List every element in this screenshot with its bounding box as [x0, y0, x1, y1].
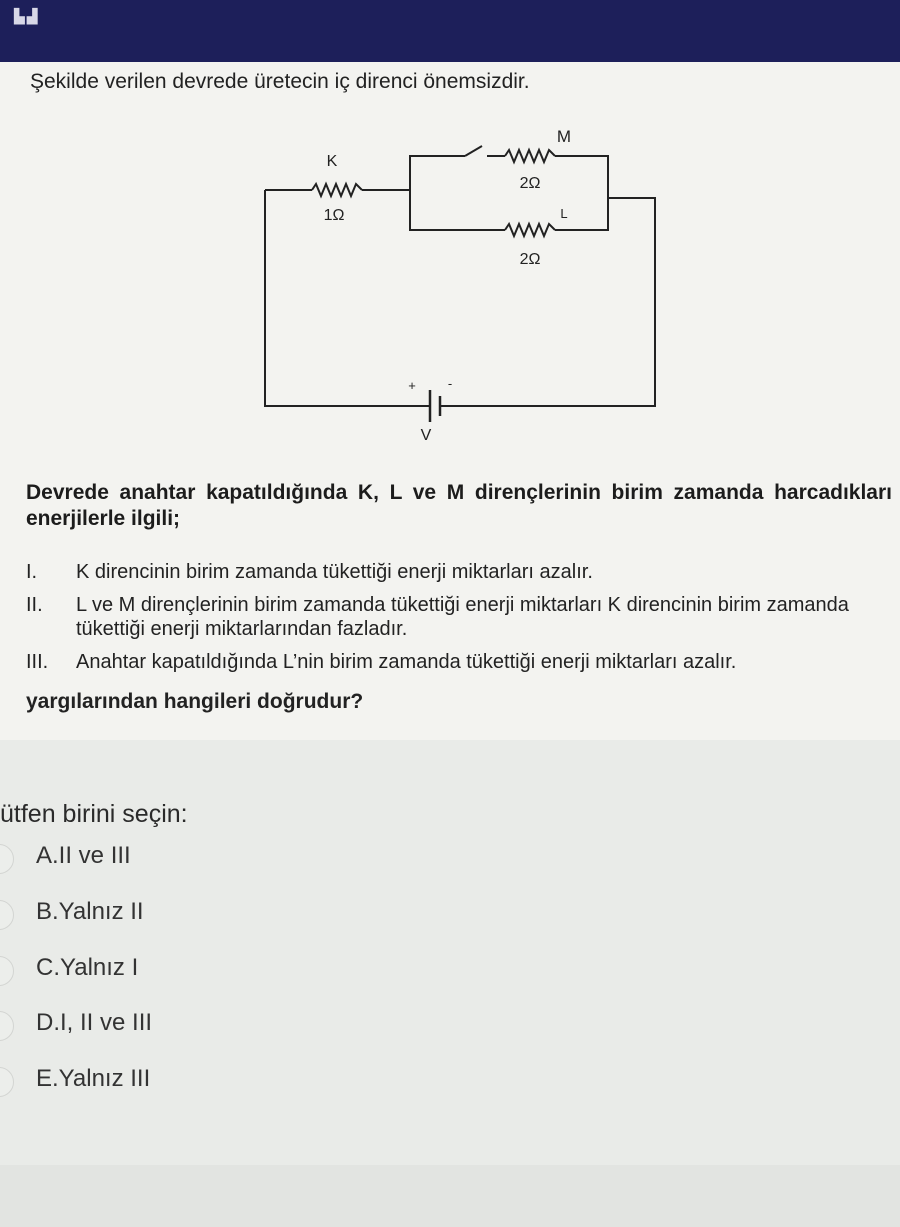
l-resistance: 2Ω [519, 251, 541, 268]
radio-button[interactable] [0, 900, 14, 930]
statement-iii [26, 650, 896, 674]
statement-i [26, 560, 896, 584]
statement-number: III. [26, 651, 49, 673]
radio-button[interactable] [0, 844, 14, 874]
wire-m-right [470, 156, 655, 406]
m-resistance: 2Ω [519, 175, 541, 192]
k-resistance: 1Ω [323, 207, 345, 224]
statement-text: Anahtar kapatıldığında L’nin birim zamanda tükettiği enerji miktarları azalır. [76, 651, 737, 673]
statement-text: K direncinin birim zamanda tükettiği enerji miktarları azalır. [76, 561, 593, 583]
wire-k-to-junction [362, 156, 465, 190]
statement-number: II. [26, 594, 43, 616]
option-a[interactable] [0, 838, 484, 878]
resistor-m [505, 150, 555, 162]
switch-blade [465, 146, 482, 156]
resistor-l [505, 224, 555, 236]
statement-ii [26, 593, 896, 643]
option-label[interactable]: A.II ve III [36, 842, 131, 869]
wire-battery-left [410, 190, 505, 230]
option-c[interactable] [0, 950, 484, 990]
resistor-k [312, 184, 362, 196]
ask-text: yargılarından hangileri doğrudur? [26, 690, 364, 713]
option-d[interactable] [0, 1005, 484, 1045]
statement-number: I. [26, 561, 38, 583]
l-label: L [560, 206, 568, 221]
source-label: V [420, 427, 432, 444]
bottom-strip [0, 1165, 900, 1227]
battery-minus: - [447, 376, 453, 391]
battery-plus: + [408, 378, 416, 393]
option-b[interactable] [0, 894, 484, 934]
radio-button[interactable] [0, 1067, 14, 1097]
select-prompt: ütfen birini seçin: [0, 800, 188, 828]
circuit-diagram [250, 118, 670, 458]
option-label[interactable]: B.Yalnız II [36, 898, 144, 925]
m-label: M [556, 127, 572, 146]
statement-text: L ve M dirençlerinin birim zamanda tükettiği enerji miktarları K direncinin birim zamanda tükettiği enerji miktarlarından fazladır. [76, 594, 849, 640]
k-label: K [326, 153, 338, 170]
option-label[interactable]: E.Yalnız III [36, 1065, 151, 1092]
option-e[interactable] [0, 1061, 484, 1101]
question-text: Devrede anahtar kapatıldığında K, L ve M dirençlerinin birim zamanda harcadıkları enerjilerle ilgili; [26, 481, 892, 530]
option-label[interactable]: C.Yalnız I [36, 954, 139, 981]
radio-button[interactable] [0, 956, 14, 986]
radio-button[interactable] [0, 1011, 14, 1041]
option-label[interactable]: D.I, II ve III [36, 1009, 153, 1036]
intro-text: Şekilde verilen devrede üretecin iç direnci önemsizdir. [30, 70, 530, 93]
menu-icon[interactable]: ▙▟ [14, 8, 40, 24]
